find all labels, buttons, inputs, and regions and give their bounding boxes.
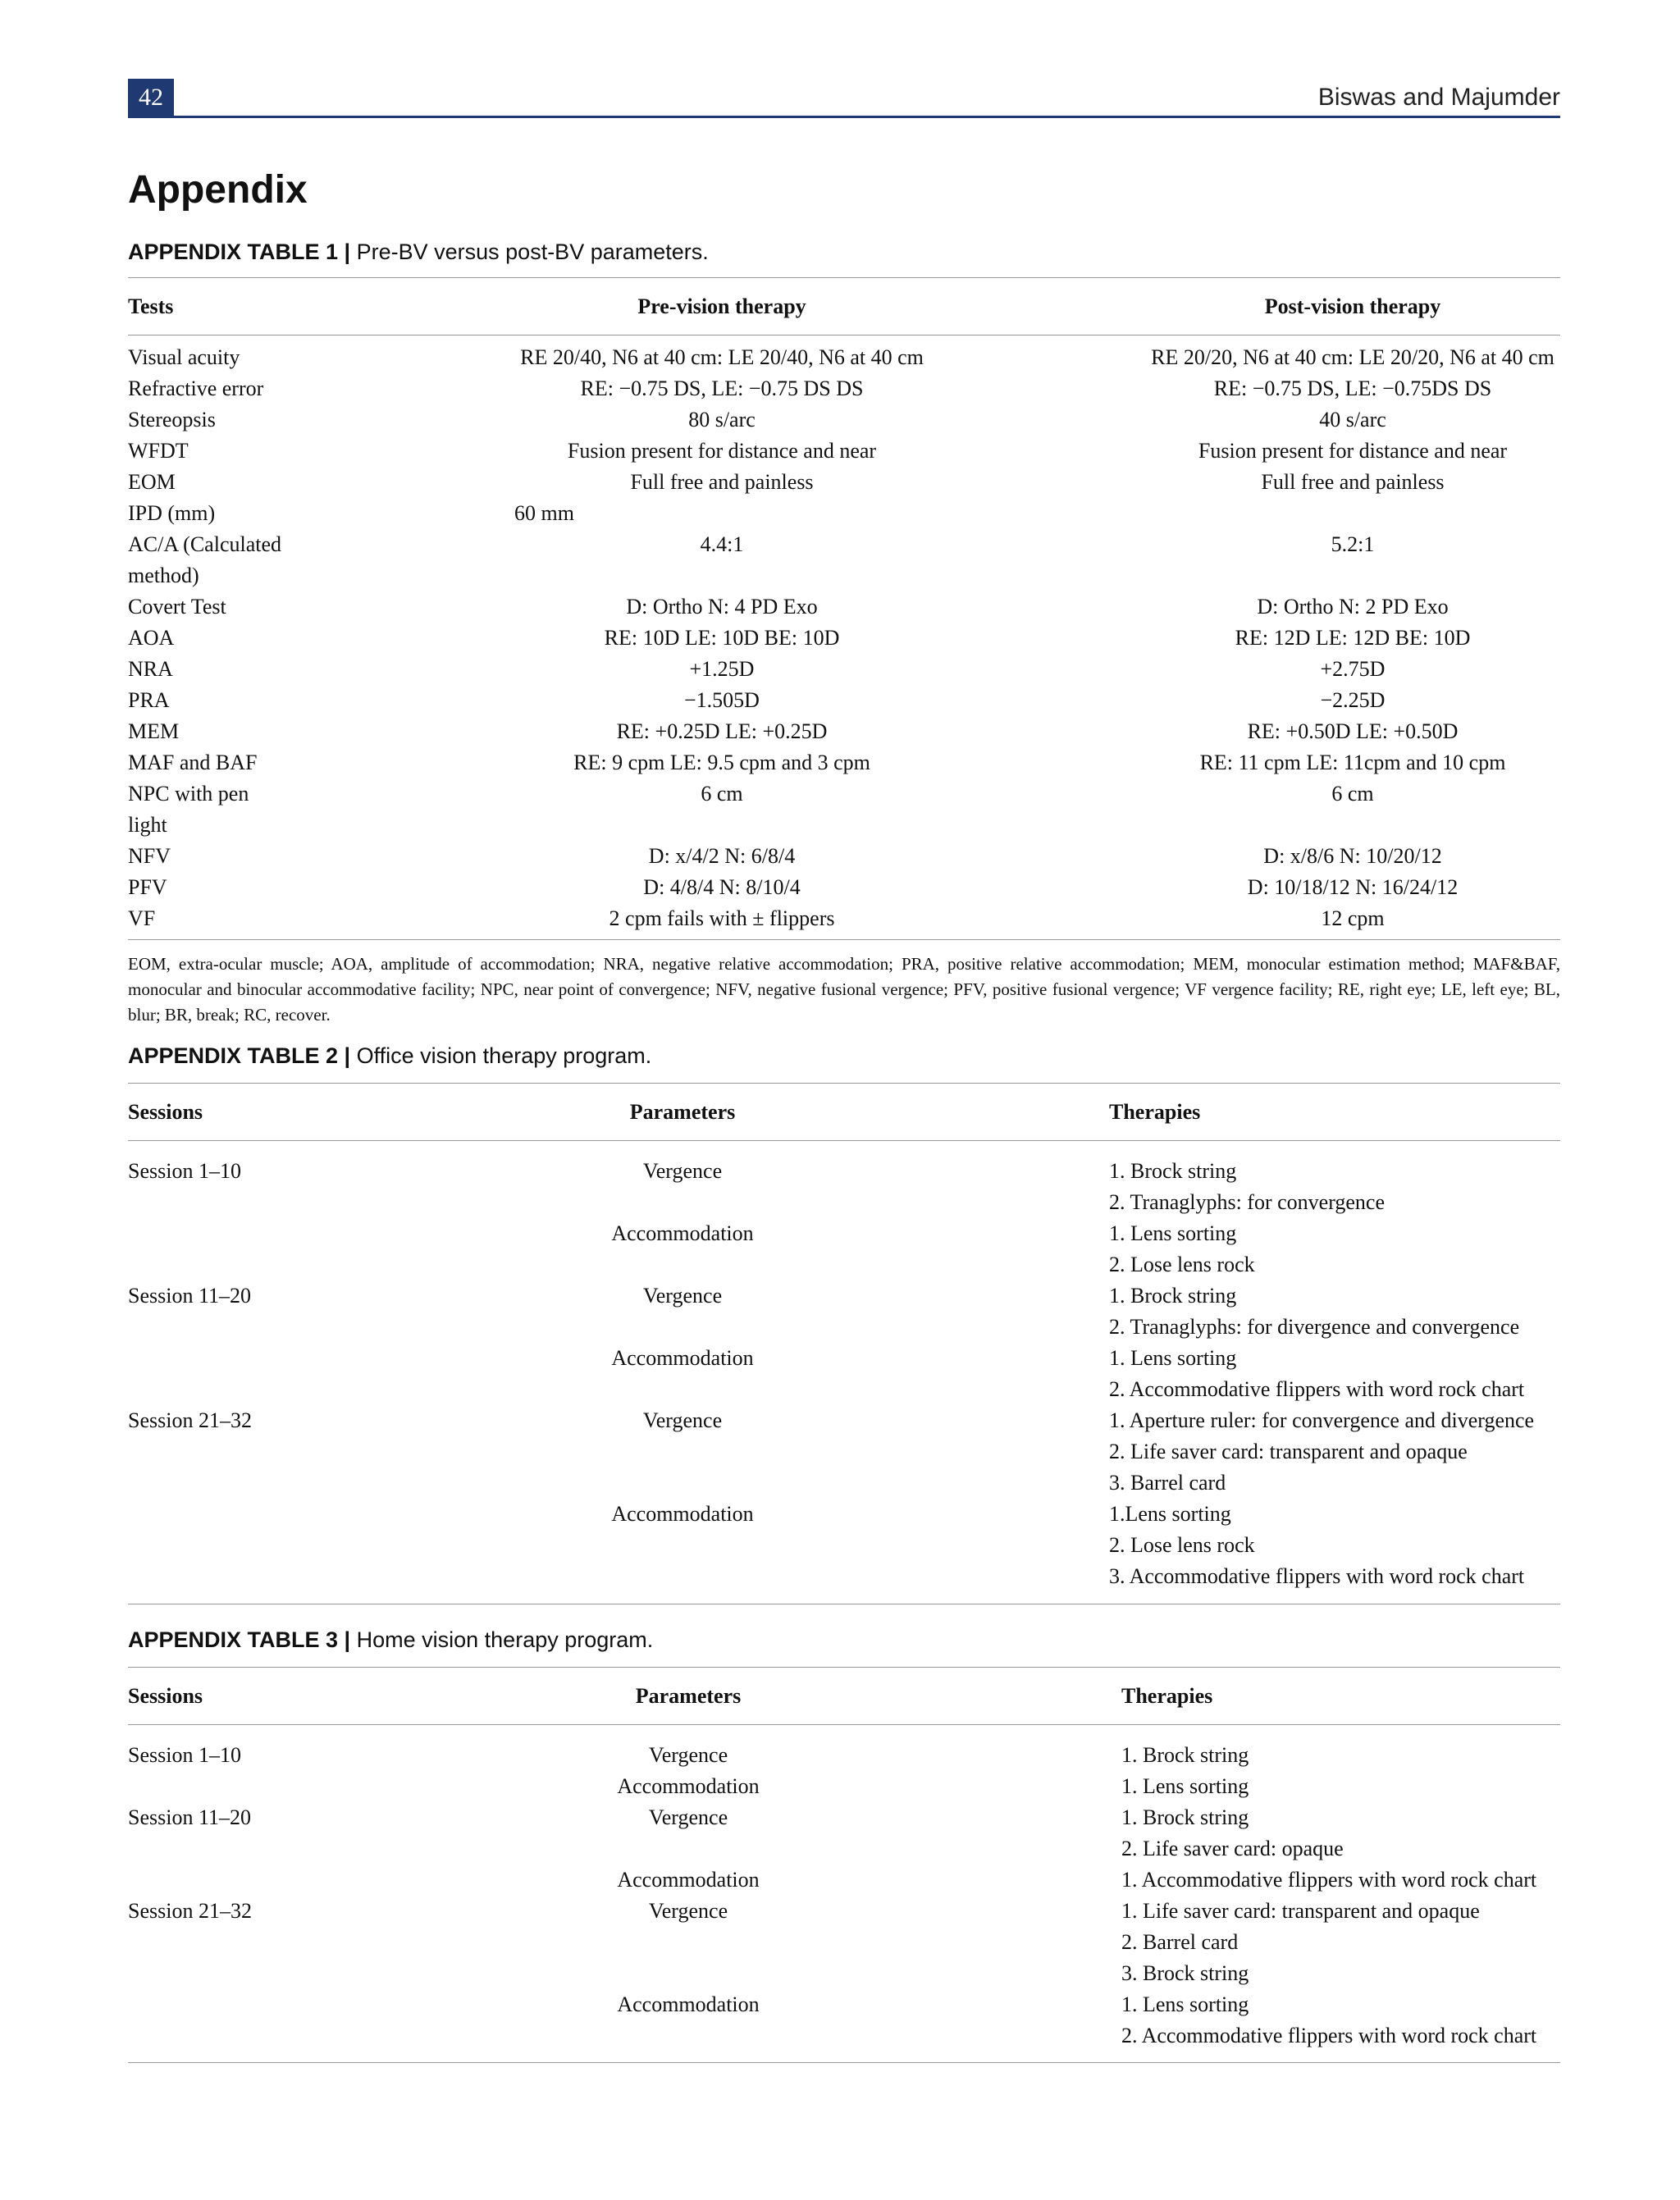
table1-cell-test: MEM (128, 719, 180, 743)
table3-cell-parameter: Vergence (648, 1743, 728, 1767)
table1-cell-pre: Fusion present for distance and near (567, 439, 877, 463)
table1-cell-pre: RE: −0.75 DS, LE: −0.75 DS DS (580, 377, 864, 400)
table1-cell-test: Covert Test (128, 595, 226, 618)
table2-header-therapies: Therapies (1109, 1100, 1201, 1124)
table1-cell-post: RE: −0.75 DS, LE: −0.75DS DS (1213, 377, 1492, 400)
table1-cell-pre: RE 20/40, N6 at 40 cm: LE 20/40, N6 at 40 cm (520, 345, 924, 369)
table3-cell-therapy: 2. Accommodative flippers with word rock chart (1121, 2024, 1537, 2047)
page-number: 42 (128, 79, 174, 116)
table1-cell-test: WFDT (128, 439, 189, 463)
table1-cell-post: 12 cpm (1321, 906, 1385, 930)
table3-top-rule (128, 1667, 1560, 1668)
table2-cell-therapy: 2. Lose lens rock (1109, 1533, 1255, 1557)
table1-caption (128, 240, 709, 265)
table1-cell-test: AOA (128, 626, 175, 650)
table3-cell-parameter: Accommodation (617, 1992, 760, 2016)
table2-cell-therapy: 3. Accommodative flippers with word rock chart (1109, 1564, 1525, 1588)
table1-cell-pre: Full free and painless (630, 470, 814, 494)
table1-cell-post: 6 cm (1331, 782, 1374, 806)
table3-cell-therapy: 1. Life saver card: transparent and opaque (1121, 1899, 1480, 1923)
table1-header-pre: Pre-vision therapy (637, 294, 806, 318)
table1-cell-post: RE: 12D LE: 12D BE: 10D (1235, 626, 1471, 650)
table1-bottom-rule (128, 939, 1560, 940)
table2-cell-therapy: 1. Brock string (1109, 1159, 1237, 1183)
table1-cell-test: light (128, 813, 167, 837)
table1-cell-pre: RE: 9 cpm LE: 9.5 cpm and 3 cpm (573, 751, 870, 774)
table2-cell-parameter: Vergence (642, 1284, 723, 1308)
table2-cell-parameter: Accommodation (611, 1221, 754, 1245)
table3-cell-therapy: 1. Brock string (1121, 1805, 1249, 1829)
table1-caption-label: APPENDIX TABLE 1 | (128, 240, 351, 264)
table3-caption-text: Home vision therapy program. (350, 1627, 654, 1652)
table3-cell-session: Session 1–10 (128, 1743, 241, 1767)
table2-cell-parameter: Accommodation (611, 1502, 754, 1526)
table1-cell-pre: D: x/4/2 N: 6/8/4 (648, 844, 796, 868)
table2-top-rule (128, 1083, 1560, 1084)
table1-footnote: EOM, extra-ocular muscle; AOA, amplitude of accommodation; NRA, negative relative accommodation; PRA, positive relative accommodation; MEM, monocular estimation method; MAF&BAF, monocular and binocular accommodative facility; NPC, near point of convergence; NFV, negative fusional vergence; PFV, positive fusional vergence; VF vergence facility; RE, right eye; LE, left eye; BL, blur; BR, break; RC, recover. (128, 954, 1560, 1025)
table1-cell-post: RE 20/20, N6 at 40 cm: LE 20/20, N6 at 40 cm (1151, 345, 1554, 369)
table1-cell-pre: 80 s/arc (688, 408, 756, 431)
table3-header-parameters: Parameters (635, 1684, 742, 1708)
table1-cell-test: NPC with pen (128, 782, 249, 806)
table1-cell-post: D: 10/18/12 N: 16/24/12 (1247, 875, 1459, 899)
table3-cell-therapy: 2. Barrel card (1121, 1930, 1239, 1954)
table1-header-post: Post-vision therapy (1264, 294, 1441, 318)
table2-header-parameters: Parameters (629, 1100, 736, 1124)
running-head: Biswas and Majumder (1317, 84, 1560, 111)
table2-cell-therapy: 2. Lose lens rock (1109, 1253, 1255, 1276)
table1-cell-post: Full free and painless (1261, 470, 1445, 494)
table3-cell-parameter: Vergence (648, 1805, 728, 1829)
table1-cell-test: Refractive error (128, 377, 264, 400)
table3-cell-session: Session 11–20 (128, 1805, 251, 1829)
table2-cell-therapy: 1. Lens sorting (1109, 1221, 1237, 1245)
table3-cell-therapy: 3. Brock string (1121, 1961, 1249, 1985)
table3-cell-therapy: 1. Lens sorting (1121, 1774, 1249, 1798)
table1-cell-pre: 6 cm (701, 782, 743, 806)
table2-cell-session: Session 11–20 (128, 1284, 251, 1308)
table1-cell-test: method) (128, 564, 199, 587)
table1-cell-test: EOM (128, 470, 176, 494)
table2-header-rule (128, 1140, 1560, 1141)
table1-cell-post: D: Ortho N: 2 PD Exo (1257, 595, 1449, 618)
table3-header-rule (128, 1724, 1560, 1725)
table2-caption-text: Office vision therapy program. (350, 1043, 652, 1068)
table1-cell-post: +2.75D (1320, 657, 1386, 681)
table2-cell-therapy: 2. Life saver card: transparent and opaque (1109, 1440, 1468, 1463)
table3-cell-parameter: Accommodation (617, 1868, 760, 1892)
table1-cell-post: 40 s/arc (1319, 408, 1386, 431)
table2-cell-session: Session 1–10 (128, 1159, 241, 1183)
table1-cell-test: Visual acuity (128, 345, 240, 369)
table1-top-rule (128, 277, 1560, 278)
table3-header-sessions: Sessions (128, 1684, 203, 1708)
table1-cell-pre: RE: 10D LE: 10D BE: 10D (604, 626, 840, 650)
table3-cell-parameter: Accommodation (617, 1774, 760, 1798)
table1-cell-post: Fusion present for distance and near (1198, 439, 1508, 463)
table1-cell-test: VF (128, 906, 156, 930)
table2-cell-therapy: 3. Barrel card (1109, 1471, 1226, 1495)
table2-cell-parameter: Vergence (642, 1408, 723, 1432)
table1-header-tests: Tests (128, 294, 174, 318)
table1-cell-test: NFV (128, 844, 171, 868)
table3-cell-therapy: 1. Lens sorting (1121, 1992, 1249, 2016)
table2-cell-therapy: 1.Lens sorting (1109, 1502, 1231, 1526)
table1-cell-post: RE: 11 cpm LE: 11cpm and 10 cpm (1199, 751, 1506, 774)
table3-caption (128, 1627, 653, 1653)
table1-cell-pre: −1.505D (684, 688, 760, 712)
table3-header-therapies: Therapies (1121, 1684, 1213, 1708)
table1-cell-test: IPD (mm) (128, 501, 216, 525)
table1-cell-pre: 4.4:1 (700, 532, 744, 556)
table1-cell-test: PFV (128, 875, 167, 899)
table1-cell-test: NRA (128, 657, 173, 681)
table1-cell-pre: +1.25D (689, 657, 755, 681)
table2-cell-therapy: 1. Lens sorting (1109, 1346, 1237, 1370)
table2-cell-parameter: Accommodation (611, 1346, 754, 1370)
table1-cell-post: −2.25D (1320, 688, 1386, 712)
table1-cell-pre: D: Ortho N: 4 PD Exo (626, 595, 818, 618)
table3-cell-therapy: 2. Life saver card: opaque (1121, 1837, 1344, 1860)
table1-cell-pre: 60 mm (514, 501, 574, 525)
table2-caption-label: APPENDIX TABLE 2 | (128, 1043, 351, 1068)
table1-cell-post: RE: +0.50D LE: +0.50D (1247, 719, 1459, 743)
table1-cell-test: AC/A (Calculated (128, 532, 282, 556)
table2-header-sessions: Sessions (128, 1100, 203, 1124)
table2-caption (128, 1043, 651, 1069)
table2-cell-therapy: 2. Tranaglyphs: for convergence (1109, 1190, 1386, 1214)
table2-cell-therapy: 1. Brock string (1109, 1284, 1237, 1308)
table2-cell-therapy: 2. Tranaglyphs: for divergence and convergence (1109, 1315, 1520, 1339)
table3-caption-label: APPENDIX TABLE 3 | (128, 1627, 351, 1652)
table1-cell-test: Stereopsis (128, 408, 216, 431)
table1-cell-pre: 2 cpm fails with ± flippers (609, 906, 835, 930)
table3-cell-session: Session 21–32 (128, 1899, 252, 1923)
table1-cell-test: MAF and BAF (128, 751, 258, 774)
table2-cell-therapy: 1. Aperture ruler: for convergence and divergence (1109, 1408, 1535, 1432)
table1-cell-pre: RE: +0.25D LE: +0.25D (616, 719, 828, 743)
section-title: Appendix (128, 168, 308, 212)
table3-cell-therapy: 1. Accommodative flippers with word rock chart (1121, 1868, 1537, 1892)
table3-bottom-rule (128, 2062, 1560, 2063)
table1-cell-test: PRA (128, 688, 170, 712)
table1-caption-text: Pre-BV versus post-BV parameters. (350, 240, 709, 264)
table3-cell-therapy: 1. Brock string (1121, 1743, 1249, 1767)
table2-cell-therapy: 2. Accommodative flippers with word rock chart (1109, 1377, 1525, 1401)
table1-cell-post: 5.2:1 (1331, 532, 1375, 556)
table1-cell-pre: D: 4/8/4 N: 8/10/4 (643, 875, 801, 899)
table2-cell-session: Session 21–32 (128, 1408, 252, 1432)
table3-cell-parameter: Vergence (648, 1899, 728, 1923)
table2-cell-parameter: Vergence (642, 1159, 723, 1183)
table1-cell-post: D: x/8/6 N: 10/20/12 (1263, 844, 1442, 868)
header-rule (128, 116, 1560, 118)
